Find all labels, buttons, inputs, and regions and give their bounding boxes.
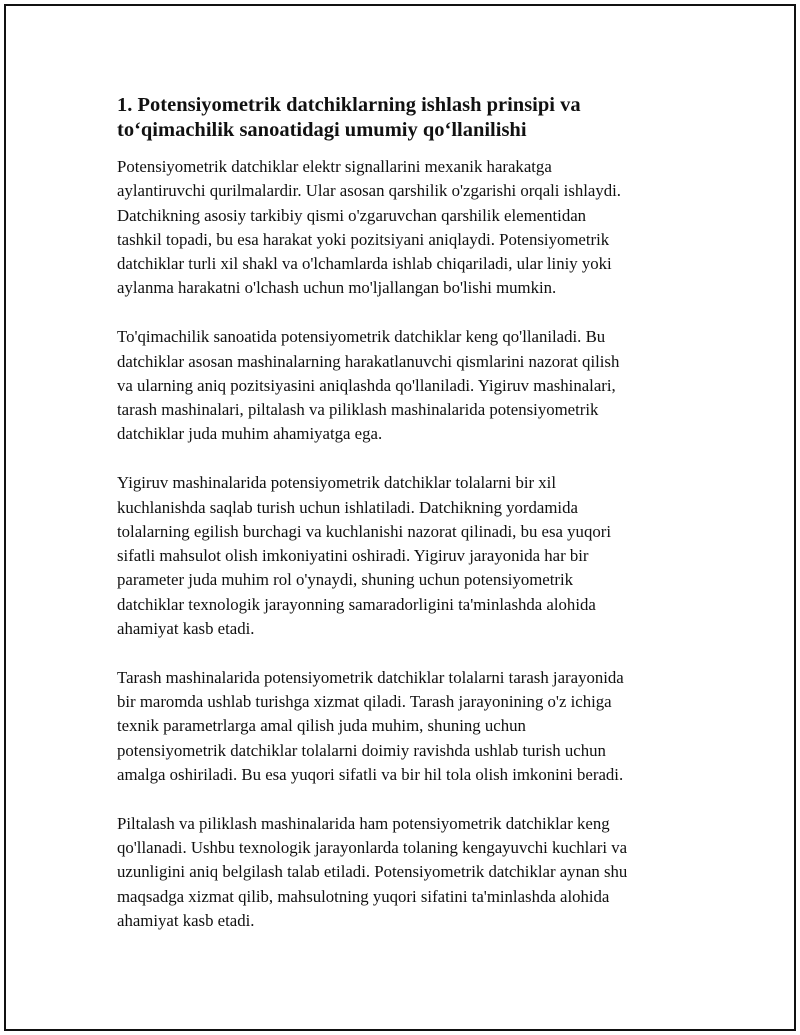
text-line: maqsadga xizmat qilib, mahsulotning yuqori sifatini ta'minlashda alohida xyxy=(117,886,610,906)
text-line: Tarash mashinalarida potensiyometrik datchiklar tolalarni tarash jarayonida xyxy=(117,667,624,687)
text-line: ahamiyat kasb etadi. xyxy=(117,619,255,639)
text-line: datchiklar juda muhim ahamiyatga ega. xyxy=(117,424,383,444)
text-line: Yigiruv mashinalarida potensiyometrik datchiklar tolalarni bir xil xyxy=(117,473,556,493)
text-line: Potensiyometrik datchiklar elektr signallarini mexanik harakatga xyxy=(117,157,552,176)
text-line: tarash mashinalari, piltalash va piliklash mashinalarida potensiyometrik xyxy=(117,400,599,420)
document-title xyxy=(117,93,697,143)
text-line: aylantiruvchi qurilmalardir. Ular asosan qarshilik o'zgarishi orqali ishlaydi. xyxy=(117,181,622,201)
text-line: uzunligini aniq belgilash talab etiladi. Potensiyometrik datchiklar aynan shu xyxy=(117,862,628,882)
text-line: datchiklar asosan mashinalarning harakatlanuvchi qismlarini nazorat qilish xyxy=(117,351,620,371)
paragraph-4 xyxy=(117,666,697,787)
document-body xyxy=(117,93,697,958)
text-line: potensiyometrik datchiklar tolalarni doimiy ravishda ushlab turish uchun xyxy=(117,740,606,760)
text-line: datchiklar turli xil shakl va o'lchamlarda ishlab chiqariladi, ular liniy yoki xyxy=(117,254,612,274)
paragraph-5 xyxy=(117,812,697,933)
paragraph-3 xyxy=(117,471,697,641)
text-line: sifatli mahsulot olish imkoniyatini oshiradi. Yigiruv jarayonida har bir xyxy=(117,546,589,566)
text-line: ahamiyat kasb etadi. xyxy=(117,911,255,931)
text-line: texnik parametrlarga amal qilish juda muhim, shuning uchun xyxy=(117,716,526,736)
text-line: To'qimachilik sanoatida potensiyometrik datchiklar keng qo'llaniladi. Bu xyxy=(117,327,606,347)
text-line: va ularning aniq pozitsiyasini aniqlashda qo'llaniladi. Yigiruv mashinalari, xyxy=(117,375,616,395)
paragraph-2 xyxy=(117,325,697,446)
text-line: kuchlanishda saqlab turish uchun ishlatiladi. Datchikning yordamida xyxy=(117,497,578,517)
text-line: tashkil topadi, bu esa harakat yoki pozitsiyani aniqlaydi. Potensiyometrik xyxy=(117,229,610,249)
text-line: qo'llanadi. Ushbu texnologik jarayonlarda tolaning kengayuvchi kuchlari va xyxy=(117,838,628,858)
text-line: datchiklar texnologik jarayonning samaradorligini ta'minlashda alohida xyxy=(117,594,596,614)
title-line: to‘qimachilik sanoatidagi umumiy qo‘llanilishi xyxy=(117,119,527,141)
text-line: Piltalash va piliklash mashinalarida ham potensiyometrik datchiklar keng xyxy=(117,813,610,833)
text-line: tolalarning egilish burchagi va kuchlanishi nazorat qilinadi, bu esa yuqori xyxy=(117,521,611,541)
text-line: Datchikning asosiy tarkibiy qismi o'zgaruvchan qarshilik elementidan xyxy=(117,205,587,225)
paragraph-1 xyxy=(117,155,697,301)
title-line: 1. Potensiyometrik datchiklarning ishlash prinsipi va xyxy=(117,94,581,116)
text-line: amalga oshiriladi. Bu esa yuqori sifatli va bir hil tola olish imkonini beradi. xyxy=(117,765,624,785)
text-line: parameter juda muhim rol o'ynaydi, shuning uchun potensiyometrik xyxy=(117,570,574,590)
text-line: bir maromda ushlab turishga xizmat qiladi. Tarash jarayonining o'z ichiga xyxy=(117,692,612,712)
text-line: aylanma harakatni o'lchash uchun mo'ljallangan bo'lishi mumkin. xyxy=(117,278,557,298)
